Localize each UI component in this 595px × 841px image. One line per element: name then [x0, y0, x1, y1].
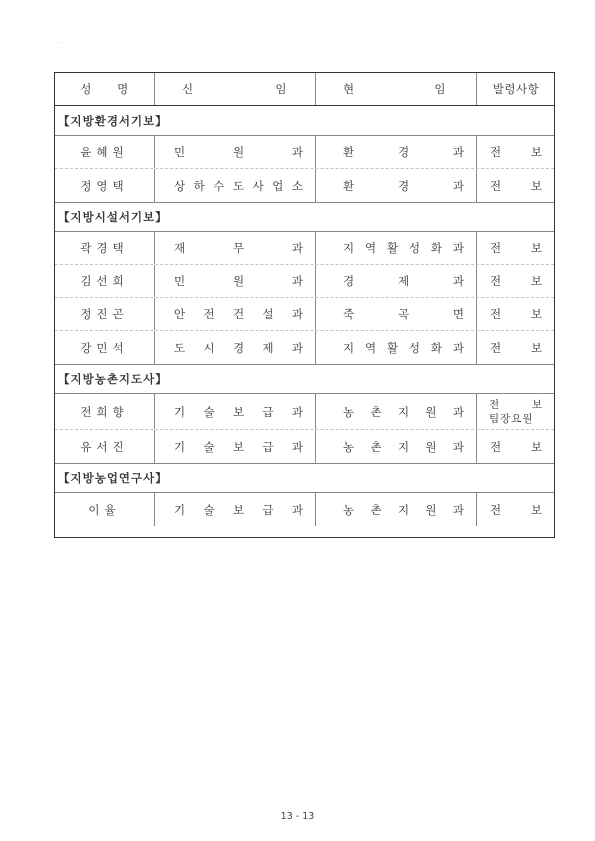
- previous-post-char: 제: [262, 340, 274, 355]
- new-post-char: 활: [386, 340, 399, 355]
- new-post: [315, 169, 476, 202]
- new-post-char: 활: [386, 241, 399, 255]
- new-post: [315, 394, 476, 429]
- appointment-char: 보: [530, 340, 542, 355]
- previous-post-char: 건: [232, 307, 245, 321]
- previous-post-char: 술: [203, 404, 215, 419]
- header-from-char: 신: [182, 82, 194, 96]
- previous-post-char: 업: [272, 178, 284, 193]
- previous-post-char: 도: [174, 340, 186, 355]
- new-post-char: 환: [343, 145, 355, 159]
- new-post: [315, 430, 476, 463]
- new-post: [315, 493, 476, 526]
- previous-post-char: 과: [291, 439, 303, 454]
- previous-post-char: 과: [291, 274, 303, 288]
- new-post-char: 과: [452, 178, 464, 193]
- appointment-char: 전: [490, 241, 502, 255]
- new-post-char: 지: [397, 404, 410, 419]
- previous-post-char: 소: [291, 178, 303, 193]
- section-title: 【지방농업연구사】: [55, 463, 554, 493]
- appointment-char: 보: [530, 502, 542, 517]
- person-name: 김선희: [80, 274, 129, 288]
- section-title: 【지방시설서기보】: [55, 202, 554, 232]
- person-name: 곽경택: [80, 241, 129, 255]
- previous-post-char: 기: [174, 404, 186, 419]
- new-post-char: 과: [452, 241, 464, 255]
- new-post-char: 면: [452, 307, 464, 321]
- new-post-char: 역: [364, 241, 377, 255]
- new-post-char: 화: [430, 340, 442, 355]
- person-name: 정진곤: [80, 307, 129, 321]
- previous-post-char: 과: [291, 307, 303, 321]
- previous-post-char: 과: [291, 145, 303, 159]
- header-name-char: 명: [117, 82, 129, 96]
- previous-post: [154, 265, 315, 297]
- new-post-char: 원: [425, 439, 437, 454]
- new-post-char: 촌: [370, 439, 382, 454]
- new-post: [315, 265, 476, 297]
- section-title: 【지방농촌지도사】: [55, 364, 554, 394]
- previous-post: [154, 298, 315, 330]
- new-post-char: 과: [452, 404, 464, 419]
- appointment-char: 전: [490, 439, 502, 454]
- header-name-char: 성: [80, 82, 92, 96]
- previous-post-char: 기: [174, 439, 186, 454]
- previous-post-char: 기: [174, 502, 186, 517]
- new-post-char: 과: [452, 502, 464, 517]
- previous-post: [154, 493, 315, 526]
- previous-post-char: 원: [232, 274, 245, 288]
- appointment-type: [476, 265, 556, 297]
- previous-post-char: 안: [174, 307, 186, 321]
- new-post-char: 촌: [370, 502, 382, 517]
- new-post-char: 성: [408, 340, 421, 355]
- new-post-char: 원: [425, 404, 437, 419]
- previous-post-char: 급: [262, 502, 274, 517]
- previous-post-char: 민: [174, 145, 186, 159]
- new-post-char: 지: [397, 502, 410, 517]
- person-name: 이율: [88, 502, 121, 517]
- person-name: 강민석: [80, 340, 129, 355]
- appointment-type: [476, 493, 556, 526]
- new-post-char: 역: [364, 340, 377, 355]
- appointment-char: 보: [530, 274, 542, 288]
- previous-post-char: 무: [232, 241, 245, 255]
- header-to-char: 현: [343, 82, 355, 96]
- table-row: [55, 232, 554, 265]
- appointment-char: 전: [490, 274, 502, 288]
- appointment-type: [476, 331, 556, 364]
- previous-post-char: 술: [203, 502, 215, 517]
- new-post-char: 농: [343, 404, 355, 419]
- appointment-type-label: [489, 398, 542, 412]
- previous-post-char: 과: [291, 502, 303, 517]
- previous-post-char: 보: [232, 502, 245, 517]
- new-post-char: 과: [452, 340, 464, 355]
- new-post-char: 촌: [370, 404, 382, 419]
- new-post-char: 제: [397, 274, 410, 288]
- new-post-char: 환: [343, 178, 355, 193]
- previous-post-char: 전: [203, 307, 215, 321]
- previous-post-char: 원: [232, 145, 245, 159]
- header-to: [315, 73, 476, 105]
- previous-post: [154, 331, 315, 364]
- new-post-char: 농: [343, 439, 355, 454]
- person-name: 유서진: [80, 439, 129, 454]
- previous-post-char: 과: [291, 404, 303, 419]
- previous-post-char: 하: [193, 178, 205, 193]
- table-row: [55, 493, 554, 526]
- table-row: [55, 136, 554, 169]
- new-post-char: 농: [343, 502, 355, 517]
- person-name: 윤혜원: [80, 145, 129, 159]
- new-post-char: 경: [343, 274, 355, 288]
- new-post: [315, 331, 476, 364]
- previous-post-char: 과: [291, 241, 303, 255]
- previous-post: [154, 430, 315, 463]
- new-post: [315, 136, 476, 168]
- previous-post-char: 사: [252, 178, 264, 193]
- previous-post-char: 과: [291, 340, 303, 355]
- previous-post: [154, 394, 315, 429]
- new-post-char: 경: [397, 145, 410, 159]
- table-row: [55, 169, 554, 202]
- previous-post-char: 민: [174, 274, 186, 288]
- appointment-type: [476, 169, 556, 202]
- person-name: 정영택: [80, 178, 129, 193]
- header-action: 발령사항: [492, 82, 540, 96]
- table-row: [55, 331, 554, 364]
- appointment-char: 보: [530, 145, 542, 159]
- previous-post-char: 급: [262, 439, 274, 454]
- appointment-char: 보: [530, 241, 542, 255]
- previous-post-char: 설: [262, 307, 274, 321]
- previous-post-char: 경: [232, 340, 245, 355]
- personnel-table: [54, 72, 555, 538]
- header-from-char: 임: [275, 82, 287, 96]
- previous-post-char: 술: [203, 439, 215, 454]
- new-post-char: 경: [397, 178, 410, 193]
- appointment-char: 전: [490, 340, 502, 355]
- new-post-char: 원: [425, 502, 437, 517]
- new-post-char: 성: [408, 241, 421, 255]
- header-name: [55, 73, 154, 105]
- appointment-char: 전: [490, 178, 502, 193]
- previous-post-char: 재: [174, 241, 186, 255]
- appointment-type: [476, 136, 556, 168]
- new-post-char: 화: [430, 241, 442, 255]
- table-row: [55, 265, 554, 298]
- previous-post-char: 상: [174, 178, 186, 193]
- person-name: 전희향: [80, 404, 129, 419]
- header-from: [154, 73, 315, 105]
- new-post: [315, 298, 476, 330]
- new-post-char: 지: [343, 340, 355, 355]
- page-number: 13 - 13: [280, 811, 315, 822]
- appointment-char: 전: [489, 398, 500, 411]
- appointment-char: 보: [531, 398, 542, 411]
- section-title: 【지방환경서기보】: [55, 106, 554, 136]
- new-post-char: 죽: [343, 307, 355, 321]
- appointment-type: [476, 232, 556, 264]
- previous-post: [154, 136, 315, 168]
- appointment-type: [476, 394, 556, 429]
- previous-post-char: 급: [262, 404, 274, 419]
- header-to-char: 임: [434, 82, 446, 96]
- appointment-char: 보: [530, 307, 542, 321]
- new-post-char: 지: [343, 241, 355, 255]
- appointment-char: 보: [530, 178, 542, 193]
- previous-post: [154, 232, 315, 264]
- appointment-note: 팀장요원: [489, 412, 534, 425]
- appointment-char: 전: [490, 307, 502, 321]
- previous-post-char: 도: [232, 178, 245, 193]
- new-post-char: 과: [452, 439, 464, 454]
- appointment-char: 전: [490, 145, 502, 159]
- previous-post-char: 수: [213, 178, 225, 193]
- new-post-char: 지: [397, 439, 410, 454]
- table-row: [55, 430, 554, 463]
- previous-post-char: 보: [232, 404, 245, 419]
- new-post-char: 과: [452, 145, 464, 159]
- previous-post-char: 보: [232, 439, 245, 454]
- new-post-char: 과: [452, 274, 464, 288]
- appointment-char: 전: [490, 502, 502, 517]
- previous-post-char: 시: [203, 340, 215, 355]
- previous-post: [154, 169, 315, 202]
- table-header: [55, 73, 554, 106]
- appointment-type: [476, 298, 556, 330]
- new-post: [315, 232, 476, 264]
- scan-specks: · ·: [58, 40, 63, 46]
- appointment-char: 보: [530, 439, 542, 454]
- appointment-type: [476, 430, 556, 463]
- table-row: [55, 298, 554, 331]
- table-row: [55, 394, 554, 430]
- new-post-char: 곡: [397, 307, 410, 321]
